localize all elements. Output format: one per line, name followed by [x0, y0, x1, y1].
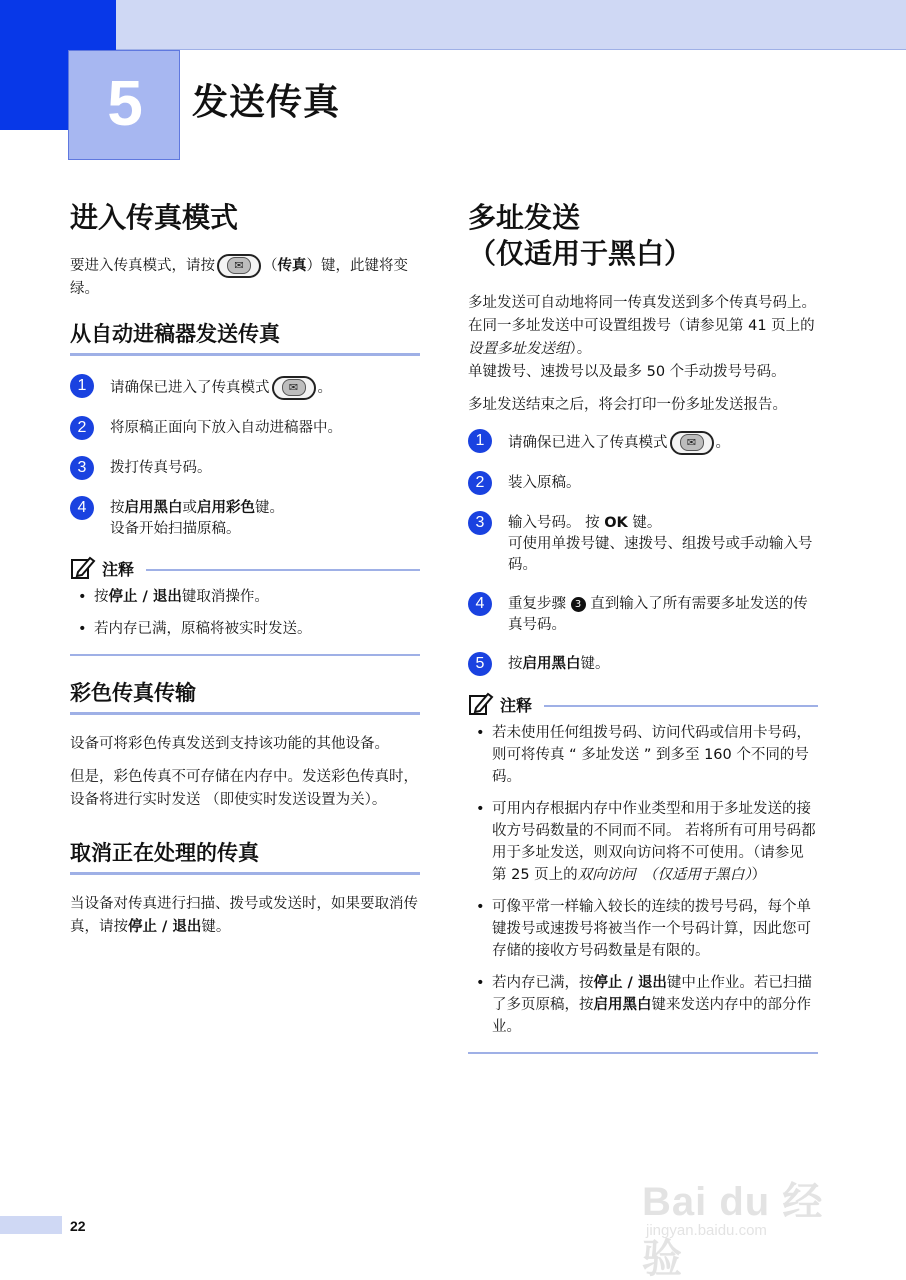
- chapter-number: 5: [107, 67, 143, 139]
- note-bullet: • 若未使用任何组拨号码、访问代码或信用卡号码，则可将传真 “ 多址发送 ” 到多至 160 个不同的号码。: [468, 722, 818, 788]
- step-number-icon: 1: [70, 374, 94, 398]
- step-number-icon: 1: [468, 429, 492, 453]
- step-item: 2 装入原稿。: [468, 471, 818, 495]
- note-box: [468, 692, 818, 1054]
- note-bullet: • 可用内存根据内存中作业类型和用于多址发送的接收方号码数量的不同而不同。 若将所有可用号码都用于多址发送，则双向访问将不可使用。（请参见第 25 页上的双向访问 （仅适用于黑白））: [468, 798, 818, 886]
- step-number-icon: 2: [468, 471, 492, 495]
- section-title-enter-fax: 进入传真模式: [70, 201, 239, 234]
- step-item: 5 按启用黑白键。: [468, 652, 818, 676]
- note-bullet: • 可像平常一样输入较长的连续的拨号号码，每个单键拨号或速拨号将被当作一个号码计算，因此您可存储的接收方号码数量是有限的。: [468, 896, 818, 962]
- broadcast-paragraph-3: 多址发送结束之后，将会打印一份多址发送报告。: [468, 397, 787, 413]
- chapter-title: 发送传真: [192, 82, 341, 123]
- fax-key-icon: ✉: [670, 431, 714, 455]
- note-bullet: • 若内存已满，按停止 / 退出键中止作业。若已扫描了多页原稿，按启用黑白键来发送内存中的部分作业。: [468, 972, 818, 1038]
- section-title-adf: 从自动进稿器发送传真: [70, 319, 420, 356]
- footer-bar: [0, 1216, 62, 1234]
- broadcast-paragraph-1: 多址发送可自动地将同一传真发送到多个传真号码上。在同一多址发送中可设置组拨号（请参见第 41 页上的设置多址发送组）。: [468, 295, 816, 357]
- broadcast-paragraph-2: 单键拨号、速拨号以及最多 50 个手动拨号号码。: [468, 364, 786, 380]
- page-number: 22: [70, 1218, 86, 1234]
- cancel-paragraph: 当设备对传真进行扫描、拨号或发送时，如果要取消传真，请按停止 / 退出键。: [70, 896, 418, 935]
- note-pencil-icon: [70, 556, 96, 580]
- note-title: 注释: [500, 695, 533, 715]
- watermark-logo-text: Bai du 经验: [642, 1180, 824, 1280]
- header-band: [0, 0, 906, 50]
- fax-key-icon: ✉: [272, 376, 316, 400]
- section-title-broadcast: 多址发送 （仅适用于黑白）: [468, 201, 693, 270]
- note-pencil-icon: [468, 692, 494, 716]
- right-column: [468, 200, 818, 1076]
- note-bullet: • 按停止 / 退出键取消操作。: [70, 586, 420, 608]
- step-item: 2 将原稿正面向下放入自动进稿器中。: [70, 416, 420, 440]
- note-divider: [544, 705, 818, 707]
- step-item: 4 按启用黑白或启用彩色键。 设备开始扫描原稿。: [70, 496, 420, 540]
- watermark-url: jingyan.baidu.com: [646, 1222, 767, 1239]
- note-bullet: • 若内存已满，原稿将被实时发送。: [70, 618, 420, 640]
- enter-fax-paragraph: 要进入传真模式，请按 ✉ （传真）键，此键将变绿。: [70, 254, 420, 301]
- note-title: 注释: [102, 559, 135, 579]
- section-title-cancel: 取消正在处理的传真: [70, 838, 420, 875]
- step-number-icon: 4: [468, 592, 492, 616]
- broadcast-steps: [468, 429, 818, 676]
- note-box: [70, 556, 420, 656]
- chapter-number-box: [68, 50, 180, 160]
- step-reference-icon: 3: [571, 597, 586, 612]
- step-item: 3 输入号码。 按 OK 键。 可使用单拨号键、速拨号、组拨号或手动输入号码。: [468, 511, 818, 576]
- step-item: 3 拨打传真号码。: [70, 456, 420, 480]
- step-item: 4 重复步骤 3 直到输入了所有需要多址发送的传真号码。: [468, 592, 818, 636]
- step-number-icon: 4: [70, 496, 94, 520]
- baidu-watermark: [642, 1160, 852, 1280]
- step-number-icon: 3: [468, 511, 492, 535]
- section-title-color: 彩色传真传输: [70, 678, 420, 715]
- fax-key-icon: ✉: [217, 254, 261, 278]
- step-number-icon: 5: [468, 652, 492, 676]
- adf-steps: [70, 374, 420, 540]
- left-column: [70, 200, 420, 949]
- step-item: 1 请确保已进入了传真模式 ✉ 。: [70, 374, 420, 400]
- step-item: 1 请确保已进入了传真模式 ✉ 。: [468, 429, 818, 455]
- step-number-icon: 3: [70, 456, 94, 480]
- color-paragraph-1: 设备可将彩色传真发送到支持该功能的其他设备。: [70, 736, 389, 752]
- step-number-icon: 2: [70, 416, 94, 440]
- note-divider: [146, 569, 420, 571]
- color-paragraph-2: 但是，彩色传真不可存储在内存中。发送彩色传真时，设备将进行实时发送 （即使实时发送设置为关）。: [70, 769, 418, 808]
